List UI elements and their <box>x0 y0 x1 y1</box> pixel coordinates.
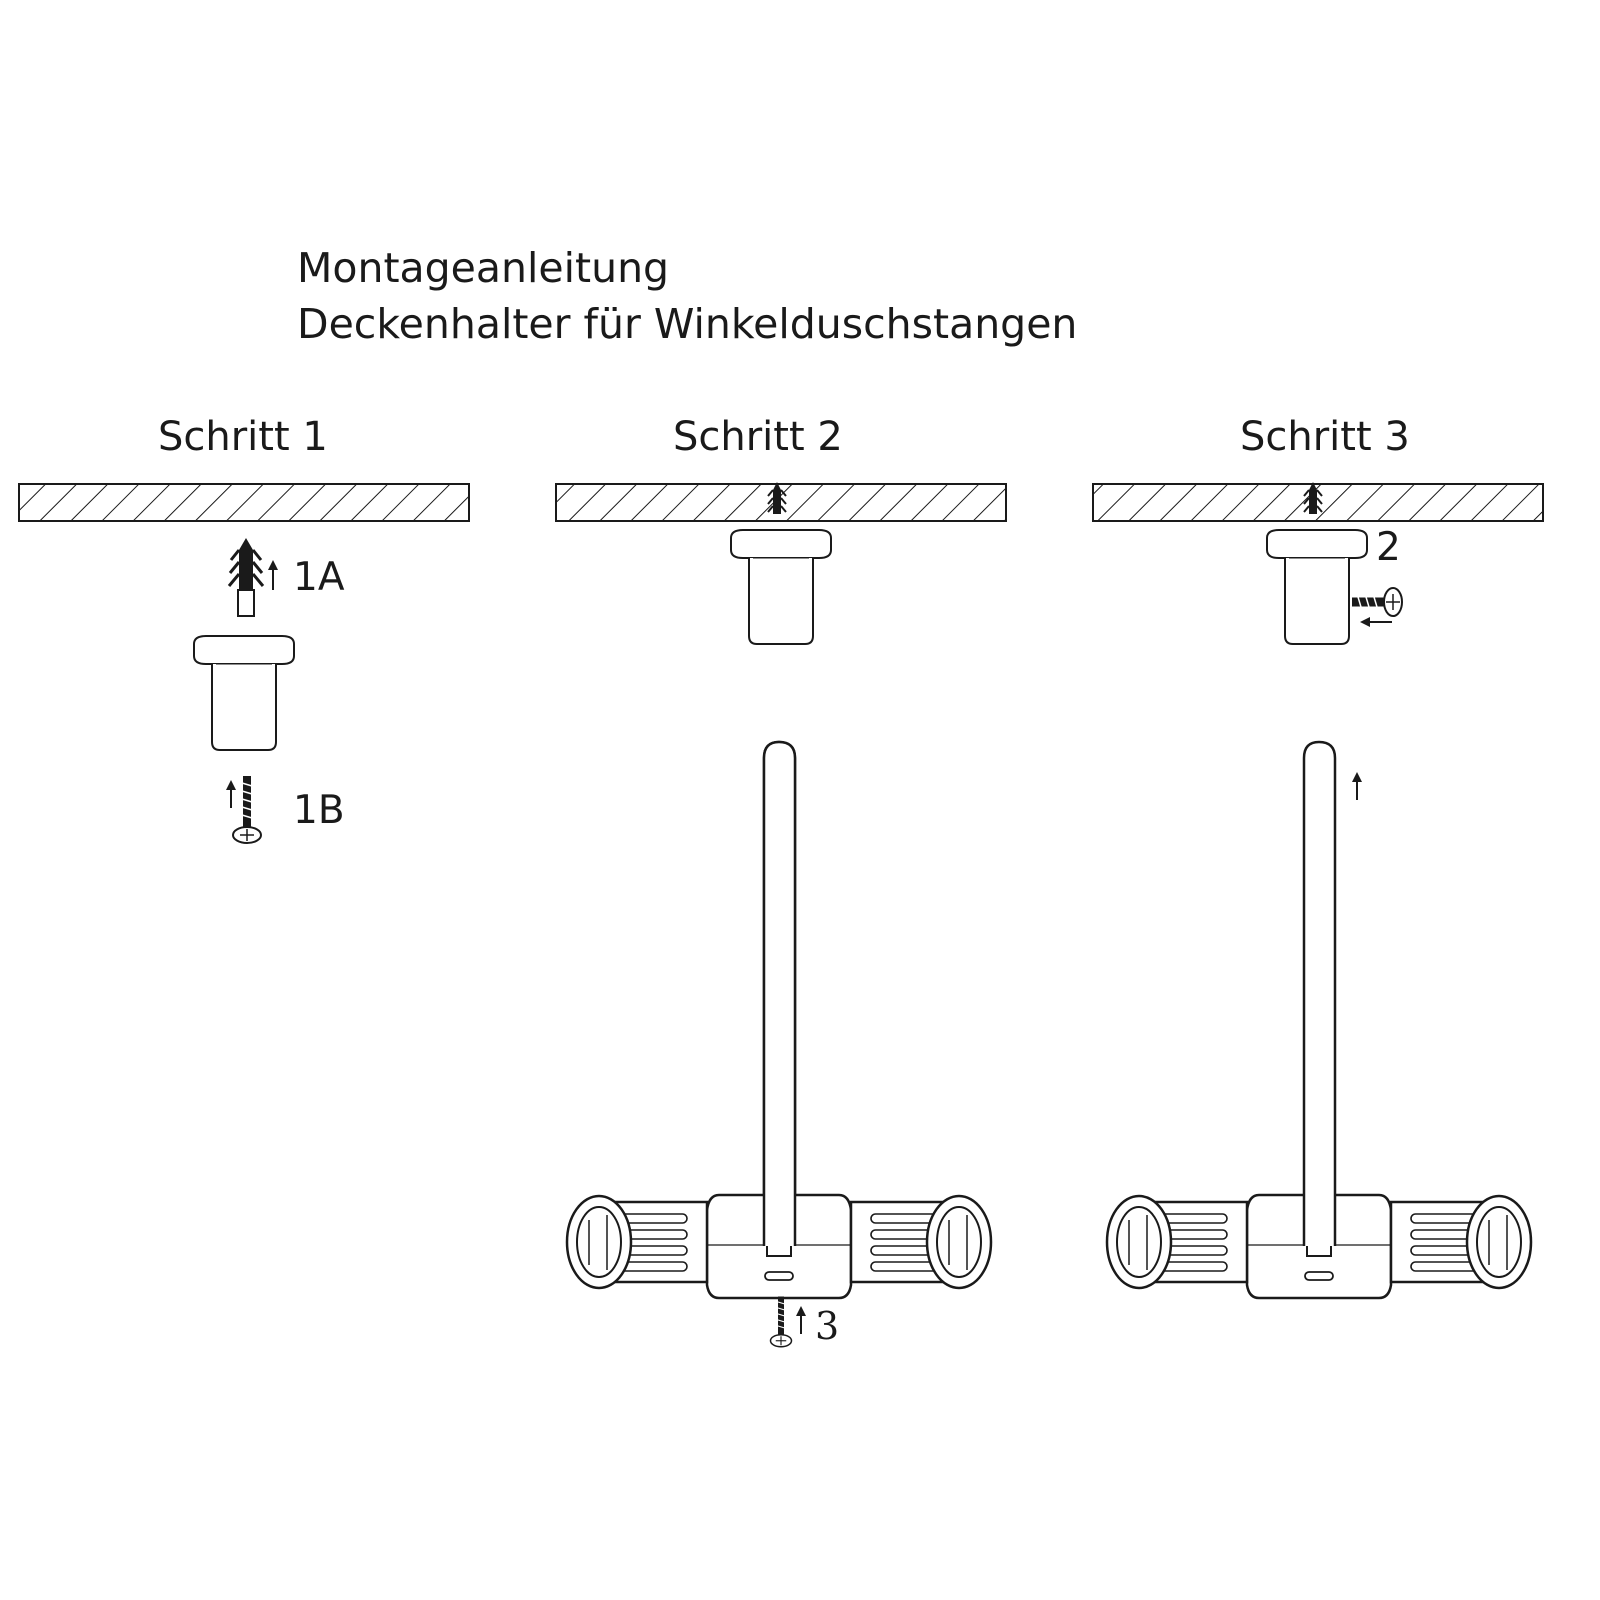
wall-dowel-icon <box>229 538 263 616</box>
ceiling-holder-icon <box>731 530 831 644</box>
page-subtitle: Deckenhalter für Winkelduschstangen <box>297 300 1078 348</box>
arrow-left-icon <box>1360 617 1392 627</box>
ceiling-hatch <box>1093 484 1543 521</box>
step-2-title: Schritt 2 <box>673 414 843 460</box>
screw-icon <box>771 1297 792 1347</box>
arrow-up-icon <box>1352 772 1362 800</box>
ceiling-holder-icon <box>194 636 294 750</box>
ceiling-hatch <box>19 484 469 521</box>
step-1-title: Schritt 1 <box>158 414 328 460</box>
screw-icon <box>233 776 261 843</box>
step-3-title: Schritt 3 <box>1240 414 1410 460</box>
step-3-set-screw-label: 2 <box>1376 525 1401 570</box>
page-title: Montageanleitung <box>297 244 670 292</box>
step-2-screw-label: 3 <box>815 1304 840 1348</box>
arrow-up-icon <box>226 780 236 808</box>
ceiling-holder-icon <box>1267 530 1367 644</box>
step-1b-label: 1B <box>293 788 345 833</box>
screw-icon <box>1352 588 1402 616</box>
step-1a-label: 1A <box>293 555 345 600</box>
arrow-up-icon <box>268 560 278 590</box>
arrow-up-icon <box>796 1306 806 1334</box>
shower-rod-icon <box>1304 742 1335 1246</box>
